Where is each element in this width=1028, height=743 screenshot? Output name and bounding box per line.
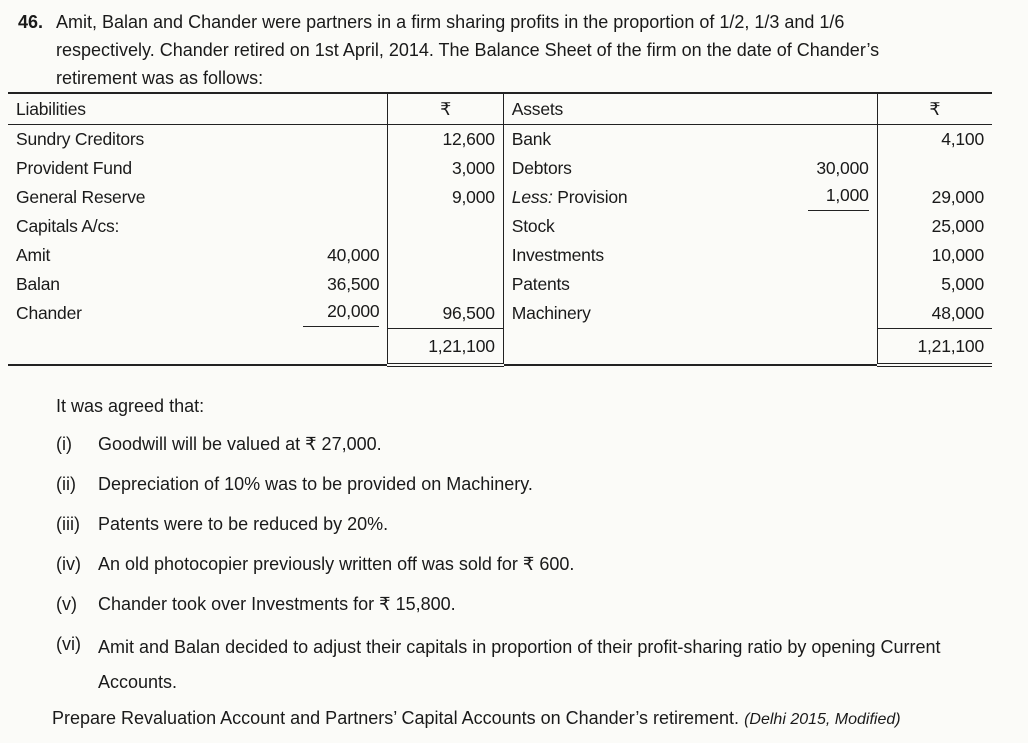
liabilities-header: Liabilities [8, 93, 294, 125]
condition-item: (iv) An old photocopier previously written off was sold for ₹ 600. [56, 554, 575, 574]
total-assets: 1,21,100 [877, 329, 992, 366]
condition-item: (i) Goodwill will be valued at ₹ 27,000. [56, 434, 382, 454]
instruction-text: Prepare Revaluation Account and Partners’ Capital Accounts on Chander’s retirement. (Delhi 2015, Modified) [52, 708, 901, 728]
condition-item: (iii) Patents were to be reduced by 20%. [56, 514, 389, 534]
question-text [18, 8, 1008, 92]
total-row [8, 329, 992, 366]
condition-item: (vi) Amit and Balan decided to adjust their capitals in proportion of their profit-sharing ratio by opening Current Accounts. [56, 634, 941, 692]
rupee-header: ₹ [877, 93, 992, 125]
question-number: 46. [18, 12, 44, 32]
table-header-row [8, 93, 992, 125]
question-line: retirement was as follows: [56, 68, 264, 88]
condition-item: (v) Chander took over Investments for ₹ 15,800. [56, 594, 456, 614]
rupee-header: ₹ [388, 93, 503, 125]
table-row: Sundry Creditors 12,600 Bank 4,100 [8, 125, 992, 155]
table-row: Capitals A/cs: Stock 25,000 [8, 212, 992, 241]
table-row: Balan 36,500 Patents 5,000 [8, 270, 992, 299]
table-row: Chander 20,000 96,500 Machinery 48,000 [8, 299, 992, 329]
source-citation: (Delhi 2015, Modified) [744, 711, 901, 728]
condition-item: (ii) Depreciation of 10% was to be provided on Machinery. [56, 474, 533, 494]
table-row: General Reserve 9,000 Less: Provision 1,000 29,000 [8, 183, 992, 212]
table-row: Amit 40,000 Investments 10,000 [8, 241, 992, 270]
total-liabilities: 1,21,100 [388, 329, 503, 366]
question-line: respectively. Chander retired on 1st April, 2014. The Balance Sheet of the firm on the date of Chander’s [56, 40, 880, 60]
table-row: Provident Fund 3,000 Debtors 30,000 [8, 154, 992, 183]
question-line: 46. Amit, Balan and Chander were partners in a firm sharing profits in the proportion of 1/2, 1/3 and 1/6 [18, 8, 1008, 36]
balance-sheet-table [8, 92, 992, 367]
assets-header: Assets [503, 93, 800, 125]
agreement-heading: It was agreed that: [56, 396, 205, 416]
